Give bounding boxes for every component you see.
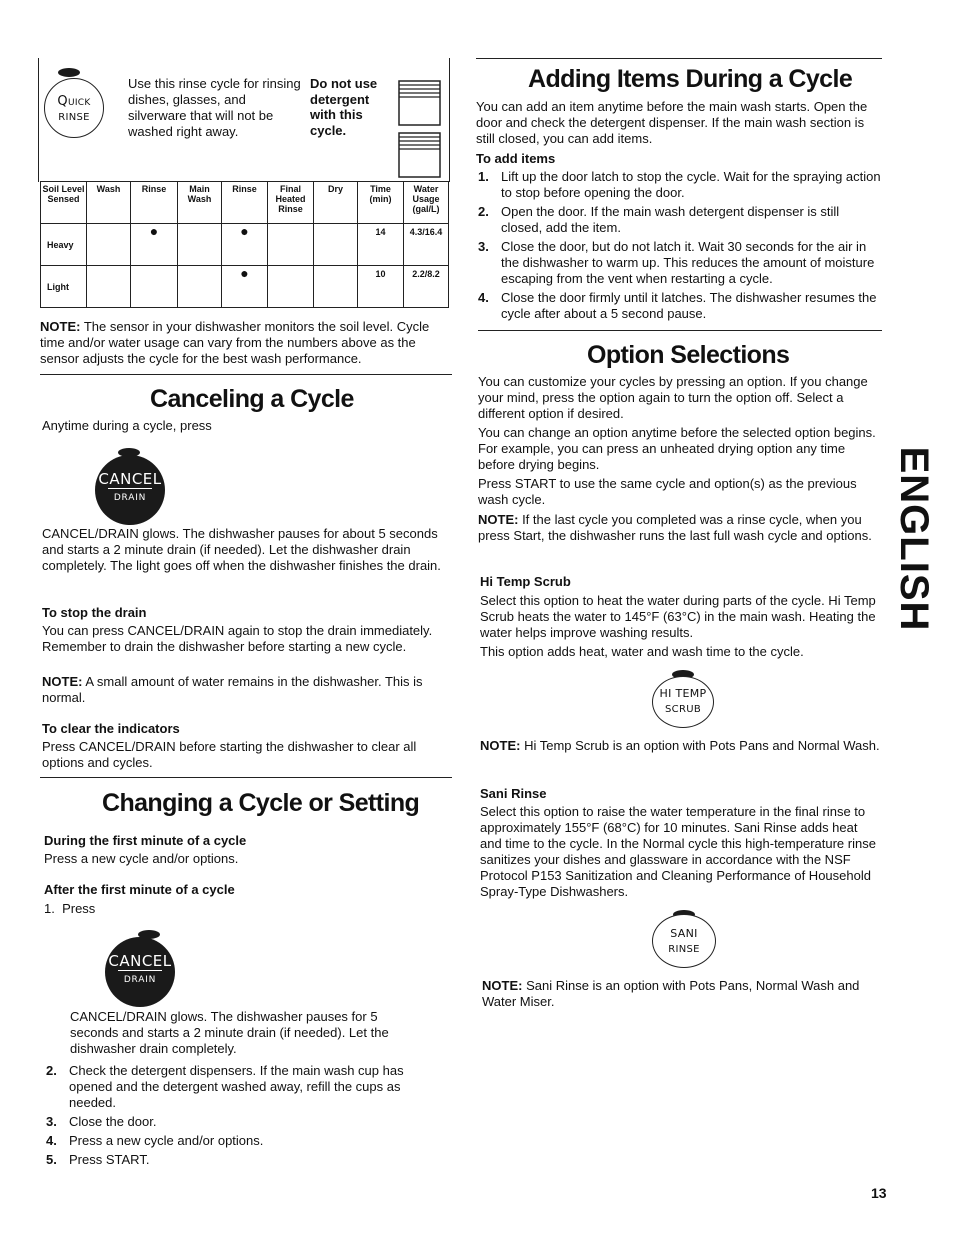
- table-header: Rinse: [222, 182, 268, 224]
- quick-rinse-button[interactable]: [44, 78, 104, 138]
- cancel-drain-button[interactable]: [95, 455, 165, 525]
- canceling-note: [42, 674, 447, 706]
- table-cell: [314, 224, 358, 266]
- step-text: Press: [62, 901, 96, 916]
- language-tab-label: ENGLISH: [892, 446, 936, 632]
- hi-temp-scrub-p1: Select this option to heat the water during parts of the cycle. Hi Temp Scrub heats the water to 145°F (63°C) in the main wash. Heating the water helps improve washing results.: [480, 593, 876, 640]
- table-header: Final Heated Rinse: [268, 182, 314, 224]
- table-header: Soil Level Sensed: [41, 182, 87, 224]
- table-cell-time: 10: [358, 266, 404, 308]
- clear-indicators-heading: To clear the indicators: [42, 721, 180, 736]
- quick-rinse-box-right-border: [449, 58, 450, 182]
- quick-rinse-description: Use this rinse cycle for rinsing dishes, glasses, and silverware that will not be washed right away.: [128, 76, 301, 139]
- sani-rinse-button[interactable]: [652, 914, 716, 968]
- table-cell: [268, 224, 314, 266]
- sani-button-label: SANI: [670, 927, 698, 940]
- note-label: NOTE:: [42, 674, 83, 689]
- section-divider: [478, 330, 882, 331]
- table-row-label: Light: [41, 266, 87, 308]
- table-row-label: Heavy: [41, 224, 87, 266]
- table-row: [41, 224, 449, 266]
- step-number: 1.: [44, 901, 55, 916]
- cancel-drain-button[interactable]: [105, 937, 175, 1007]
- step-number: 2.: [478, 204, 489, 219]
- note-text: The sensor in your dishwasher monitors the soil level. Cycle time and/or water usage can vary from the numbers above as the sensor adjusts the cycle for the best wash performance.: [40, 319, 430, 366]
- changing-steps-list: [44, 1063, 444, 1171]
- after-first-minute-heading: After the first minute of a cycle: [44, 882, 235, 897]
- quick-rinse-warning: Do not use detergent with this cycle.: [310, 76, 378, 138]
- cancel-button-label: CANCEL: [108, 952, 172, 970]
- step-text: Open the door. If the main wash detergent dispenser is still closed, add the item.: [501, 204, 840, 235]
- table-cell: [87, 224, 131, 266]
- changing-glow-text: CANCEL/DRAIN glows. The dishwasher pauses for 5 seconds and starts a 2 minute drain (if needed). Let the dishwasher drain completely.: [70, 1009, 389, 1056]
- table-row: [41, 266, 449, 308]
- table-cell: [87, 266, 131, 308]
- hi-temp-scrub-note: [480, 738, 880, 754]
- quick-rinse-button-sublabel: RINSE: [58, 112, 90, 123]
- first-minute-heading: During the first minute of a cycle: [44, 833, 247, 848]
- step-number: 4.: [478, 290, 489, 305]
- adding-intro: You can add an item anytime before the main wash starts. Open the door and check the detergent dispenser. If the main wash section is still closed, you can add items.: [476, 99, 868, 146]
- list-item: [44, 1114, 444, 1130]
- step-number: 3.: [46, 1114, 57, 1129]
- canceling-glow-text: CANCEL/DRAIN glows. The dishwasher pauses for about 5 seconds and starts a 2 minute drain (if needed). Let the dishwasher drain completely. The light goes off when the dishwasher finishes the drain.: [42, 526, 441, 573]
- first-minute-text: Press a new cycle and/or options.: [44, 851, 239, 866]
- section-divider: [40, 374, 452, 375]
- adding-steps-list: [476, 169, 881, 325]
- note-label: NOTE:: [480, 738, 521, 753]
- hi-temp-scrub-p2: This option adds heat, water and wash time to the cycle.: [480, 644, 804, 659]
- scrub-button-sublabel: SCRUB: [665, 704, 701, 715]
- options-p1: You can customize your cycles by pressing an option. If you change your mind, press the option again to turn the option off. Select a different option if desired.: [478, 374, 868, 421]
- step-number: 4.: [46, 1133, 57, 1148]
- note-label: NOTE:: [478, 512, 519, 527]
- table-cell: [178, 224, 222, 266]
- stop-drain-heading: To stop the drain: [42, 605, 147, 620]
- list-item: [476, 169, 881, 201]
- section-title-options: Option Selections: [587, 341, 790, 369]
- stop-drain-text: You can press CANCEL/DRAIN again to stop the drain immediately. Remember to drain the dishwasher before starting a new cycle.: [42, 623, 433, 654]
- section-divider: [476, 58, 882, 59]
- step-text: Press START.: [69, 1152, 150, 1167]
- list-item: [44, 1133, 444, 1149]
- options-p3: Press START to use the same cycle and option(s) as the previous wash cycle.: [478, 476, 857, 507]
- step-text: Close the door firmly until it latches. The dishwasher resumes the cycle after about a 5 second pause.: [501, 290, 877, 321]
- list-item: [476, 290, 881, 322]
- table-header: Main Wash: [178, 182, 222, 224]
- options-note: [478, 512, 882, 544]
- clear-indicators-text: Press CANCEL/DRAIN before starting the dishwasher to clear all options and cycles.: [42, 739, 417, 770]
- table-header: Rinse: [131, 182, 178, 224]
- step-text: Close the door.: [69, 1114, 157, 1129]
- table-cell: [131, 266, 178, 308]
- table-header-row: [41, 182, 449, 224]
- language-side-tab: [892, 446, 936, 632]
- table-cell: [268, 266, 314, 308]
- section-title-changing: Changing a Cycle or Setting: [102, 789, 420, 817]
- sensor-note: [40, 319, 450, 367]
- step-text: Lift up the door latch to stop the cycle. Wait for the spraying action to stop before opening the door.: [501, 169, 881, 200]
- cancel-button-label: CANCEL: [98, 470, 162, 488]
- table-cell: ●: [222, 224, 268, 266]
- list-item: [476, 204, 881, 236]
- list-item: [476, 239, 881, 287]
- page-number: 13: [871, 1185, 887, 1201]
- drain-button-sublabel: DRAIN: [108, 488, 152, 506]
- table-cell-water: 2.2/8.2: [404, 266, 449, 308]
- quick-rinse-indicator-light: [58, 68, 80, 77]
- sani-rinse-p1: Select this option to raise the water temperature in the final rinse to approximately 155°F (68°C) for 10 minutes. Sani Rinse adds heat and time to the cycle. In the Normal cycle this high-temperature rinse sanitizes your dishes and glassware in accordance with the NSF Protocol P153 Sanitization and Cleaning Performance of Household Spray-Type Dishwashers.: [480, 804, 876, 899]
- quick-rinse-box-left-border: [38, 58, 39, 182]
- section-title-adding: Adding Items During a Cycle: [528, 65, 853, 93]
- note-label: NOTE:: [40, 319, 81, 334]
- detergent-cup-icon: [398, 80, 442, 178]
- table-cell-time: 14: [358, 224, 404, 266]
- section-divider: [40, 777, 452, 778]
- options-p2: You can change an option anytime before the selected option begins. For example, you can press an unheated drying option any time before drying begins.: [478, 425, 876, 472]
- table-header: Dry: [314, 182, 358, 224]
- step-1: [44, 901, 95, 917]
- hi-temp-scrub-heading: Hi Temp Scrub: [480, 574, 571, 589]
- step-number: 2.: [46, 1063, 57, 1078]
- table-header: Wash: [87, 182, 131, 224]
- drain-button-sublabel: DRAIN: [118, 970, 162, 988]
- list-item: [44, 1152, 444, 1168]
- canceling-intro: Anytime during a cycle, press: [42, 418, 212, 433]
- add-items-heading: To add items: [476, 151, 556, 166]
- hi-temp-scrub-button[interactable]: [652, 676, 714, 728]
- quick-rinse-button-label: Quick: [57, 94, 91, 109]
- step-text: Check the detergent dispensers. If the main wash cup has opened and the detergent washed away, refill the cups as needed.: [69, 1063, 404, 1110]
- note-text: Hi Temp Scrub is an option with Pots Pans and Normal Wash.: [520, 738, 880, 753]
- sani-rinse-heading: Sani Rinse: [480, 786, 547, 801]
- step-number: 3.: [478, 239, 489, 254]
- section-title-canceling: Canceling a Cycle: [150, 385, 354, 413]
- note-text: A small amount of water remains in the dishwasher. This is normal.: [42, 674, 423, 705]
- step-text: Press a new cycle and/or options.: [69, 1133, 264, 1148]
- cycle-table: [40, 181, 449, 308]
- table-cell-water: 4.3/16.4: [404, 224, 449, 266]
- table-header: Water Usage (gal/L): [404, 182, 449, 224]
- list-item: [44, 1063, 444, 1111]
- table-cell: ●: [222, 266, 268, 308]
- sani-rinse-note: [482, 978, 887, 1010]
- rinse-button-sublabel: RINSE: [668, 944, 700, 955]
- note-label: NOTE:: [482, 978, 523, 993]
- step-number: 1.: [478, 169, 489, 184]
- step-number: 5.: [46, 1152, 57, 1167]
- table-cell: ●: [131, 224, 178, 266]
- table-cell: [178, 266, 222, 308]
- note-text: Sani Rinse is an option with Pots Pans, Normal Wash and Water Miser.: [482, 978, 860, 1009]
- table-cell: [314, 266, 358, 308]
- step-text: Close the door, but do not latch it. Wait 30 seconds for the air in the dishwasher to warm up. This reduces the amount of moisture escaping from the vent when restarting a cycle.: [501, 239, 875, 286]
- hi-temp-button-label: HI TEMP: [659, 687, 707, 700]
- table-header: Time (min): [358, 182, 404, 224]
- note-text: If the last cycle you completed was a rinse cycle, when you press Start, the dishwasher runs the last full wash cycle and options.: [478, 512, 872, 543]
